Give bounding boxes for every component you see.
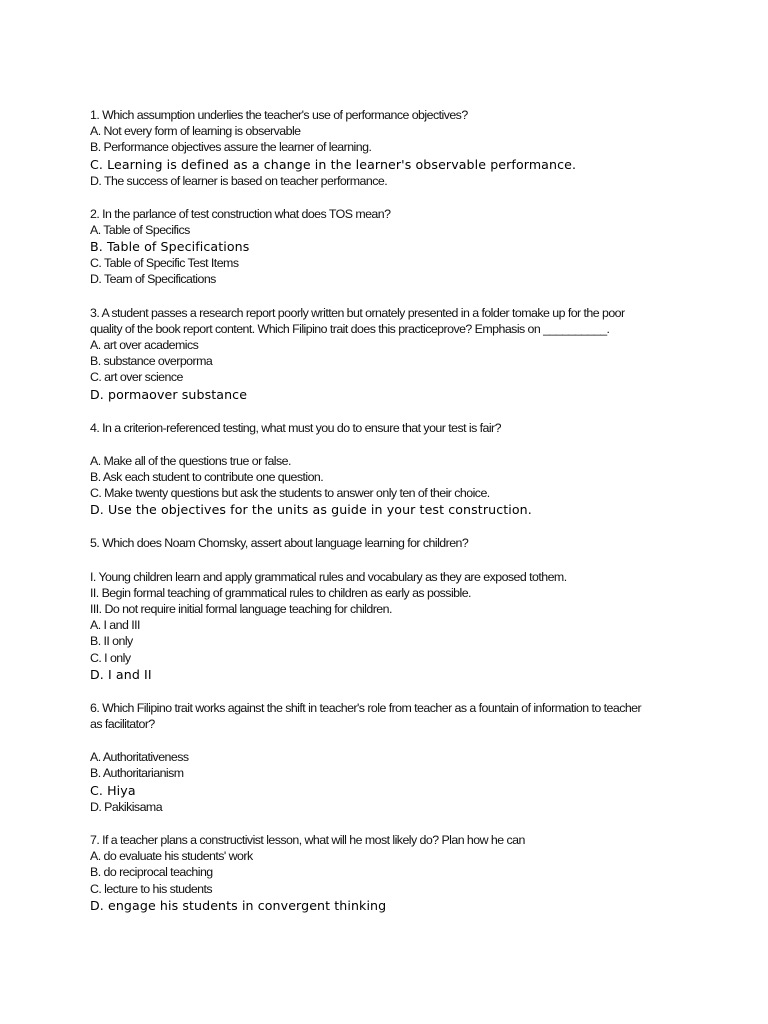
option-a: A. do evaluate his students' work xyxy=(90,849,253,864)
option-a: A. art over academics xyxy=(90,338,199,353)
option-a: A. I and III xyxy=(90,618,140,633)
correct-answer: D. Use the objectives for the units as guide in your test construction. xyxy=(90,502,532,518)
option-b: B. substance overporma xyxy=(90,354,213,369)
option-a: A. Authoritativeness xyxy=(90,750,189,765)
question-3 xyxy=(90,305,690,403)
spacer xyxy=(90,436,690,453)
option-b: B. Performance objectives assure the learner of learning. xyxy=(90,140,372,155)
question-stem: 1. Which assumption underlies the teacher's use of performance objectives? xyxy=(90,108,468,122)
option-c: C. art over science xyxy=(90,370,183,385)
statement-2: II. Begin formal teaching of grammatical rules to children as early as possible. xyxy=(90,585,471,600)
question-stem: 2. In the parlance of test construction what does TOS mean? xyxy=(90,206,391,221)
option-b: B. do reciprocal teaching xyxy=(90,865,213,880)
question-1 xyxy=(90,107,690,189)
spacer xyxy=(90,732,690,749)
option-b: B. Ask each student to contribute one question. xyxy=(90,470,324,485)
spacer xyxy=(90,518,690,535)
spacer xyxy=(90,403,690,420)
option-c: C. Table of Specific Test Items xyxy=(90,256,239,271)
spacer xyxy=(90,815,690,832)
option-b: B. II only xyxy=(90,634,133,649)
correct-answer: D. pormaover substance xyxy=(90,386,248,402)
option-d: D. The success of learner is based on teacher performance. xyxy=(90,173,388,188)
question-stem: 7. If a teacher plans a constructivist lesson, what will he most likely do? Plan how he can xyxy=(90,832,525,847)
question-list xyxy=(90,107,690,914)
correct-answer: B. Table of Specifications xyxy=(90,239,250,255)
option-a: A. Make all of the questions true or false. xyxy=(90,453,291,468)
option-c: C. I only xyxy=(90,650,131,665)
option-a: A. Not every form of learning is observable xyxy=(90,124,301,139)
correct-answer: D. engage his students in convergent thinking xyxy=(90,897,387,913)
option-d: D. Team of Specifications xyxy=(90,272,216,287)
option-c: C. lecture to his students xyxy=(90,881,213,896)
question-2 xyxy=(90,206,690,288)
spacer xyxy=(90,683,690,700)
question-stem-line-2: as facilitator? xyxy=(90,717,155,732)
question-7 xyxy=(90,832,690,914)
question-stem: 5. Which does Noam Chomsky, assert about language learning for children? xyxy=(90,536,469,551)
option-b: B. Authoritarianism xyxy=(90,766,184,781)
question-6 xyxy=(90,700,690,815)
correct-answer: D. I and II xyxy=(90,666,152,682)
statement-1: I. Young children learn and apply grammatical rules and vocabulary as they are exposed tothem. xyxy=(90,569,567,584)
question-4 xyxy=(90,420,690,519)
correct-answer: C. Hiya xyxy=(90,782,136,798)
spacer xyxy=(90,288,690,305)
option-a: A. Table of Specifics xyxy=(90,223,190,238)
question-stem: 4. In a criterion-referenced testing, what must you do to ensure that your test is fair? xyxy=(90,420,501,435)
spacer xyxy=(90,552,690,569)
spacer xyxy=(90,189,690,206)
option-d: D. Pakikisama xyxy=(90,799,163,814)
correct-answer: C. Learning is defined as a change in the learner's observable performance. xyxy=(90,156,577,172)
question-stem-line-1: 3. A student passes a research report poorly written but ornately presented in a folder tomake up for the poor xyxy=(90,305,625,320)
question-stem-line-2: quality of the book report content. Which Filipino trait does this practiceprove? Emphasis on __________. xyxy=(90,321,610,336)
statement-3: III. Do not require initial formal language teaching for children. xyxy=(90,602,392,617)
question-stem-line-1: 6. Which Filipino trait works against the shift in teacher's role from teacher as a fountain of information to teacher xyxy=(90,700,642,715)
question-5 xyxy=(90,535,690,682)
option-c: C. Make twenty questions but ask the students to answer only ten of their choice. xyxy=(90,486,490,501)
